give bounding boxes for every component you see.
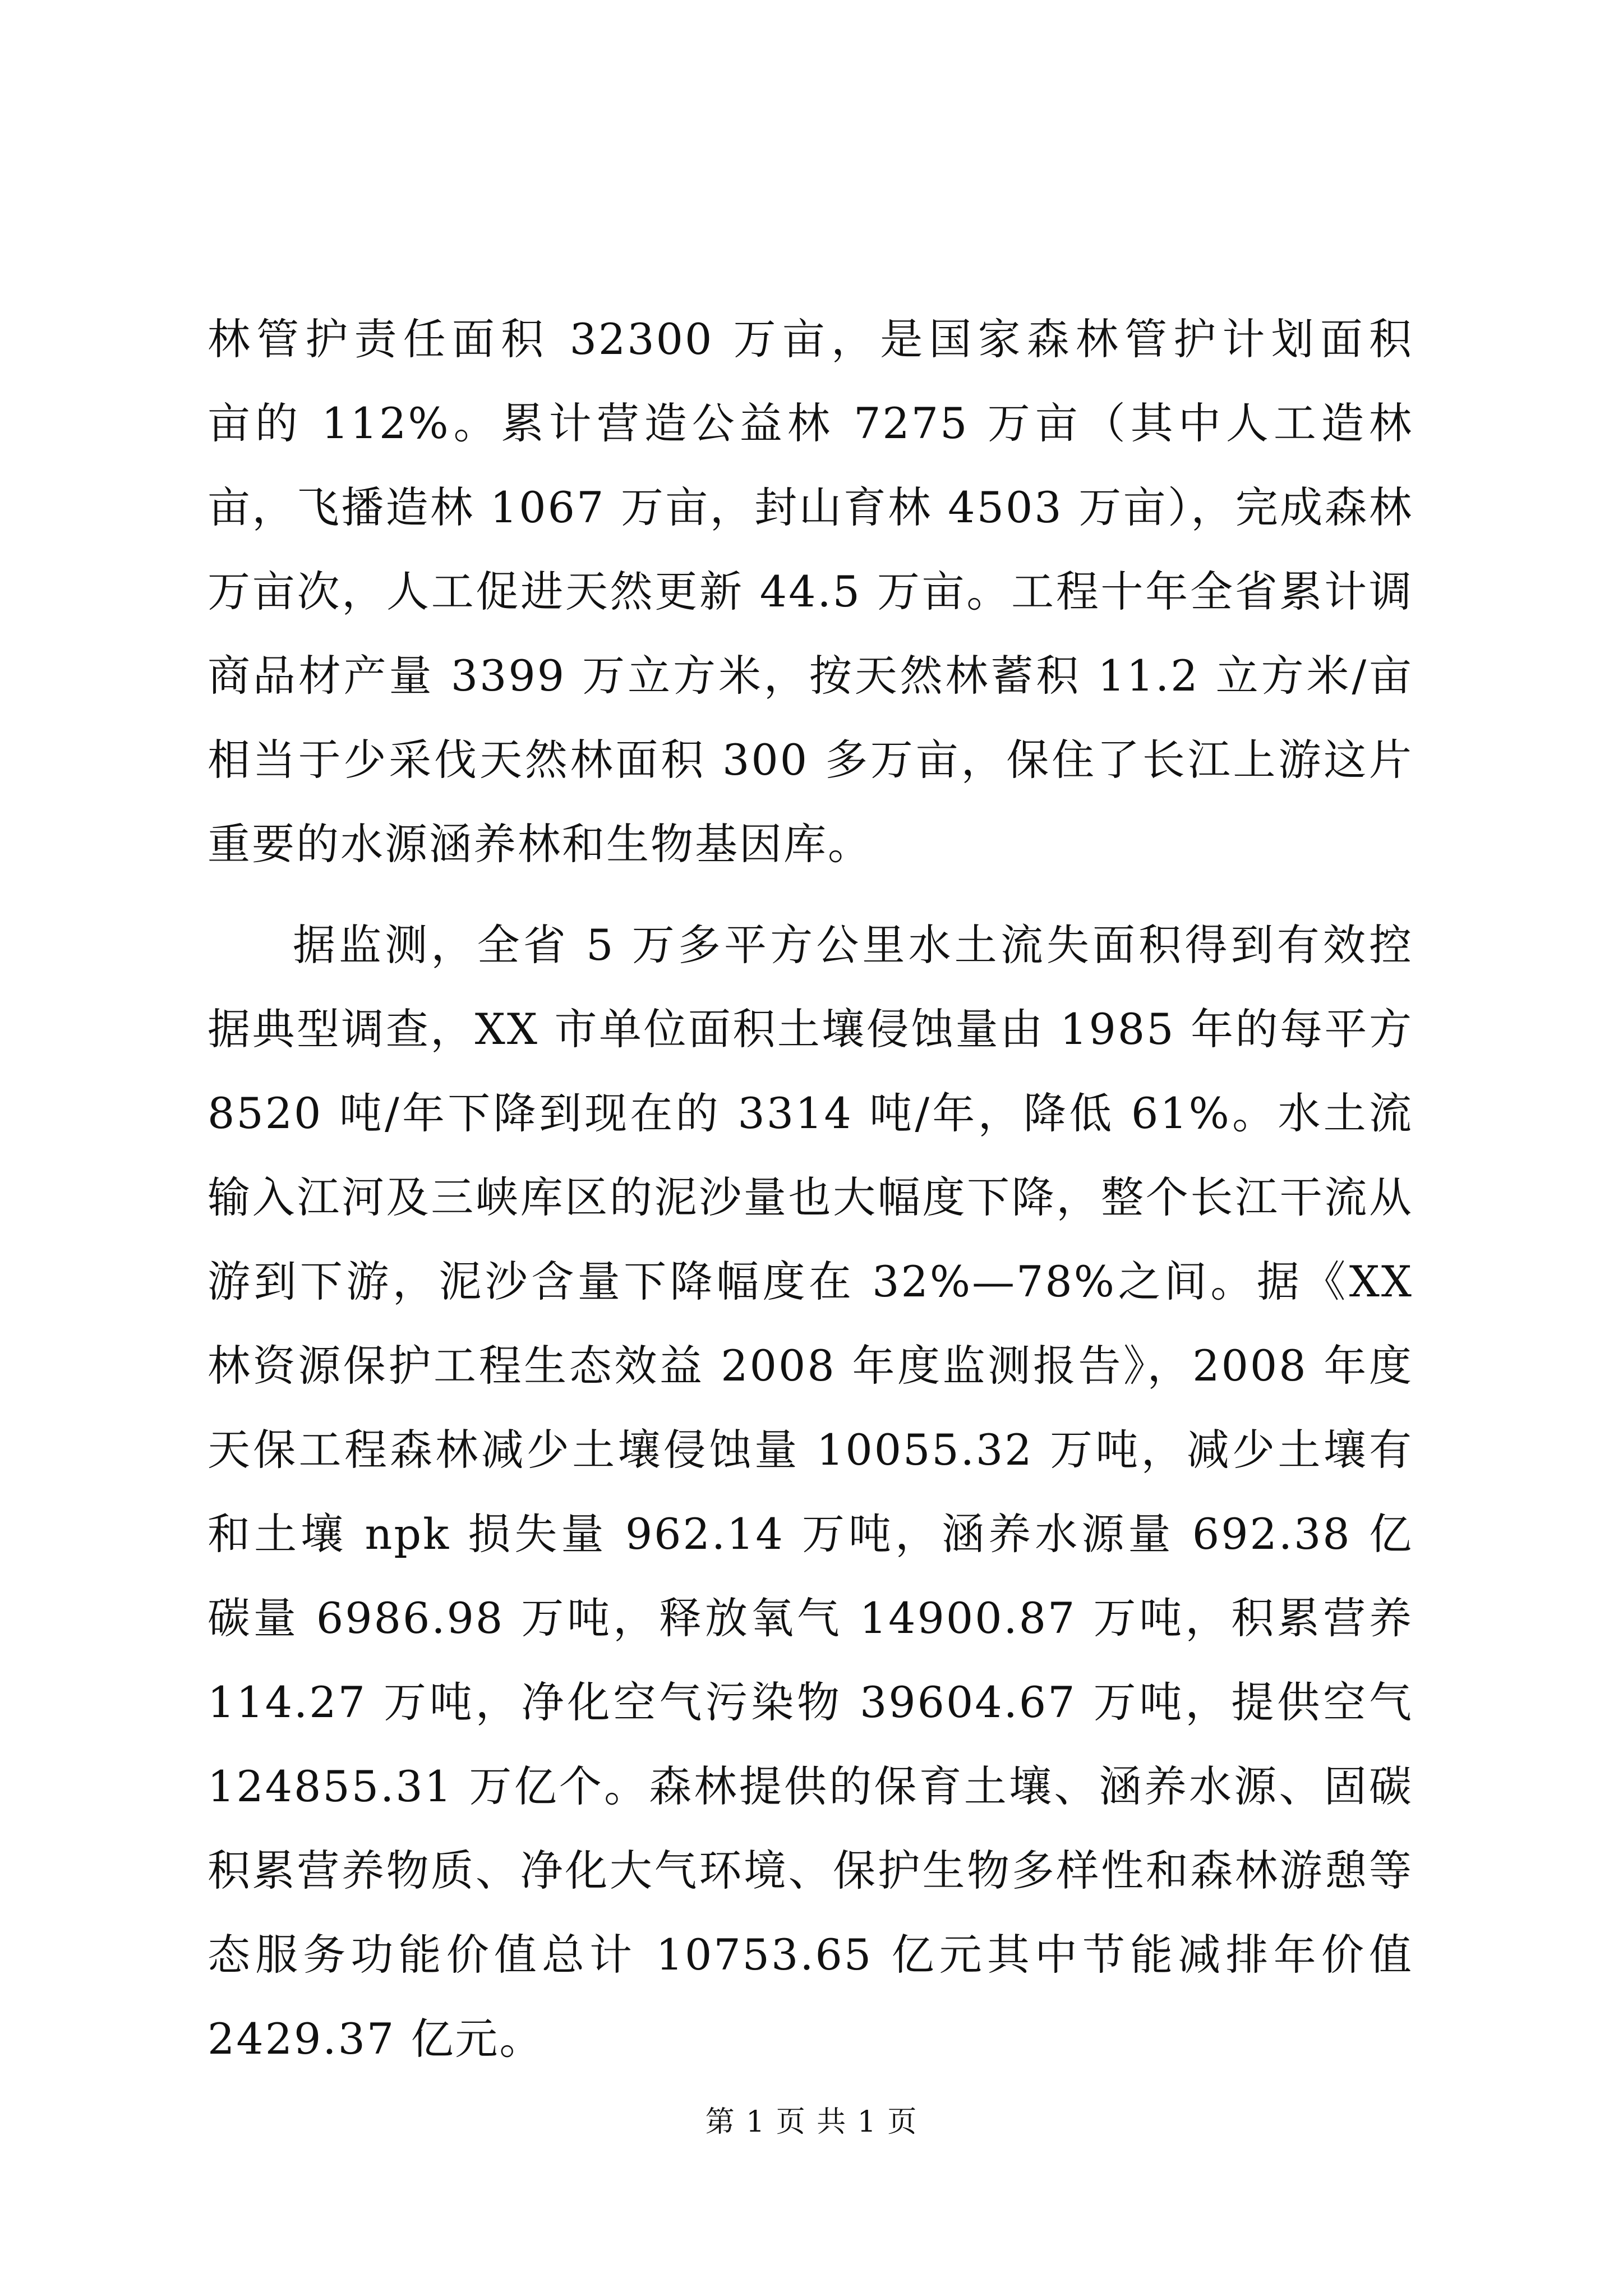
text-line: 输入江河及三峡库区的泥沙量也大幅度下降，整个长江干流从 (208, 1172, 1413, 1222)
text-line: 124855.31 万亿个。森林提供的保育土壤、涵养水源、固碳 (208, 1761, 1413, 1811)
text-line: 亩的 112%。累计营造公益林 7275 万亩（其中人工造林 (208, 398, 1413, 448)
paragraph-gap (208, 886, 1413, 903)
text-line: 据典型调查，XX 市单位面积土壤侵蚀量由 1985 年的每平方 (208, 1004, 1413, 1054)
text-line: 相当于少采伐天然林面积 300 多万亩，保住了长江上游这片 (208, 735, 1413, 785)
text-line: 亩，飞播造林 1067 万亩，封山育林 4503 万亩），完成森林 (208, 482, 1413, 532)
text-line: 天保工程森林减少土壤侵蚀量 10055.32 万吨，减少土壤有 (208, 1425, 1413, 1475)
text-line: 游到下游，泥沙含量下降幅度在 32%—78%之间。据《XX (208, 1257, 1413, 1306)
page-footer (0, 2098, 1623, 2140)
text-line: 商品材产量 3399 万立方米，按天然林蓄积 11.2 立方米/亩 (208, 651, 1413, 701)
text-line: 114.27 万吨，净化空气污染物 39604.67 万吨，提供空气 (208, 1677, 1413, 1727)
text-line: 林管护责任面积 32300 万亩，是国家森林管护计划面积 (208, 314, 1413, 364)
text-line: 林资源保护工程生态效益 2008 年度监测报告》，2008 年度 (208, 1341, 1413, 1391)
text-line: 据监测，全省 5 万多平方公里水土流失面积得到有效控 (293, 920, 1413, 970)
text-line: 积累营养物质、净化大气环境、保护生物多样性和森林游憩等 (208, 1846, 1413, 1895)
text-line: 态服务功能价值总计 10753.65 亿元其中节能减排年价值 (208, 1930, 1413, 1980)
page-number-label: 第 1 页 共 1 页 (705, 2105, 918, 2139)
text-line: 碳量 6986.98 万吨，释放氧气 14900.87 万吨，积累营养 (208, 1593, 1413, 1643)
text-line: 和土壤 npk 损失量 962.14 万吨，涵养水源量 692.38 亿 (208, 1509, 1413, 1559)
text-line: 万亩次，人工促进天然更新 44.5 万亩。工程十年全省累计调 (208, 567, 1413, 616)
document-body (208, 297, 1413, 2081)
paragraph-1 (208, 297, 1413, 886)
text-line: 8520 吨/年下降到现在的 3314 吨/年，降低 61%。水土流 (208, 1088, 1413, 1138)
text-line: 重要的水源涵养林和生物基因库。 (208, 819, 872, 869)
text-line: 2429.37 亿元。 (208, 2014, 544, 2064)
paragraph-2 (208, 903, 1413, 2081)
